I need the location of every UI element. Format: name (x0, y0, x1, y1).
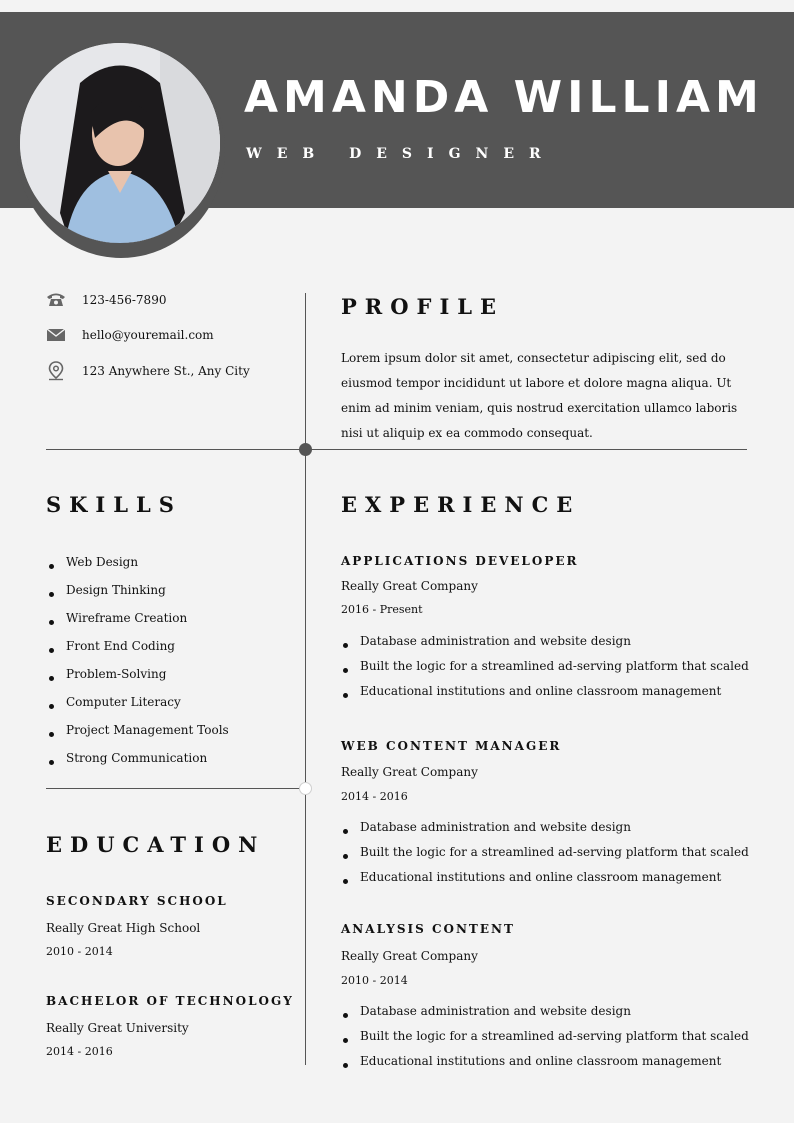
experience-bullet: Built the logic for a streamlined ad-serving platform that scaled (360, 1027, 749, 1052)
experience-company: Really Great Company (341, 579, 478, 593)
job-title: WEB DESIGNER (246, 146, 556, 162)
experience-bullet: Built the logic for a streamlined ad-serving platform that scaled (360, 843, 749, 868)
experience-bullet: Educational institutions and online classroom management (360, 868, 749, 893)
experience-title: ANALYSIS CONTENT (341, 922, 515, 936)
experience-bullet: Database administration and website design (360, 1002, 749, 1027)
experience-company: Really Great Company (341, 765, 478, 779)
contact-email (46, 325, 214, 345)
contact-address (46, 361, 250, 381)
experience-years: 2010 - 2014 (341, 974, 408, 987)
phone-text: 123-456-7890 (82, 293, 167, 307)
candidate-name: AMANDA WILLIAM (244, 72, 764, 123)
education-years: 2010 - 2014 (46, 945, 113, 958)
experience-bullet: Database administration and website design (360, 818, 749, 843)
experience-title: WEB CONTENT MANAGER (341, 739, 562, 753)
skill-item: Design Thinking (66, 580, 229, 608)
experience-years: 2016 - Present (341, 603, 423, 616)
education-school: Really Great University (46, 1021, 189, 1035)
experience-bullets (360, 632, 749, 707)
skill-item: Wireframe Creation (66, 608, 229, 636)
phone-icon (46, 290, 66, 310)
education-years: 2014 - 2016 (46, 1045, 113, 1058)
skill-item: Computer Literacy (66, 692, 229, 720)
education-title: SECONDARY SCHOOL (46, 894, 228, 908)
divider-dot-hollow (299, 782, 312, 795)
horizontal-divider-top (46, 449, 747, 450)
experience-company: Really Great Company (341, 949, 478, 963)
skill-item: Strong Communication (66, 748, 229, 776)
education-heading: EDUCATION (46, 832, 266, 857)
vertical-divider (305, 293, 306, 1065)
education-school: Really Great High School (46, 921, 201, 935)
experience-bullet: Educational institutions and online classroom management (360, 682, 749, 707)
education-title: BACHELOR OF TECHNOLOGY (46, 994, 294, 1008)
skill-item: Web Design (66, 552, 229, 580)
experience-heading: EXPERIENCE (341, 492, 581, 517)
divider-dot-filled (299, 443, 312, 456)
email-text: hello@youremail.com (82, 328, 214, 342)
address-text: 123 Anywhere St., Any City (82, 364, 250, 378)
experience-title: APPLICATIONS DEVELOPER (341, 554, 579, 568)
experience-bullet: Built the logic for a streamlined ad-serving platform that scaled (360, 657, 749, 682)
skills-list (66, 552, 229, 776)
skill-item: Problem-Solving (66, 664, 229, 692)
email-icon (46, 325, 66, 345)
contact-phone (46, 290, 167, 310)
experience-bullets (360, 818, 749, 893)
profile-text: Lorem ipsum dolor sit amet, consectetur adipiscing elit, sed do eiusmod tempor incididunt ut labore et dolore magna aliqua. Ut enim ad minim veniam, quis nostrud exercitation ullamco laboris nisi ut aliquip ex ea commodo consequat. (341, 351, 738, 440)
profile-photo (20, 43, 220, 243)
experience-bullet: Database administration and website design (360, 632, 749, 657)
location-pin-icon (46, 361, 66, 381)
horizontal-divider-left (46, 788, 305, 789)
experience-bullet: Educational institutions and online classroom management (360, 1052, 749, 1077)
experience-years: 2014 - 2016 (341, 790, 408, 803)
profile-heading: PROFILE (341, 294, 505, 319)
skill-item: Project Management Tools (66, 720, 229, 748)
skills-heading: SKILLS (46, 492, 182, 517)
experience-bullets (360, 1002, 749, 1077)
skill-item: Front End Coding (66, 636, 229, 664)
